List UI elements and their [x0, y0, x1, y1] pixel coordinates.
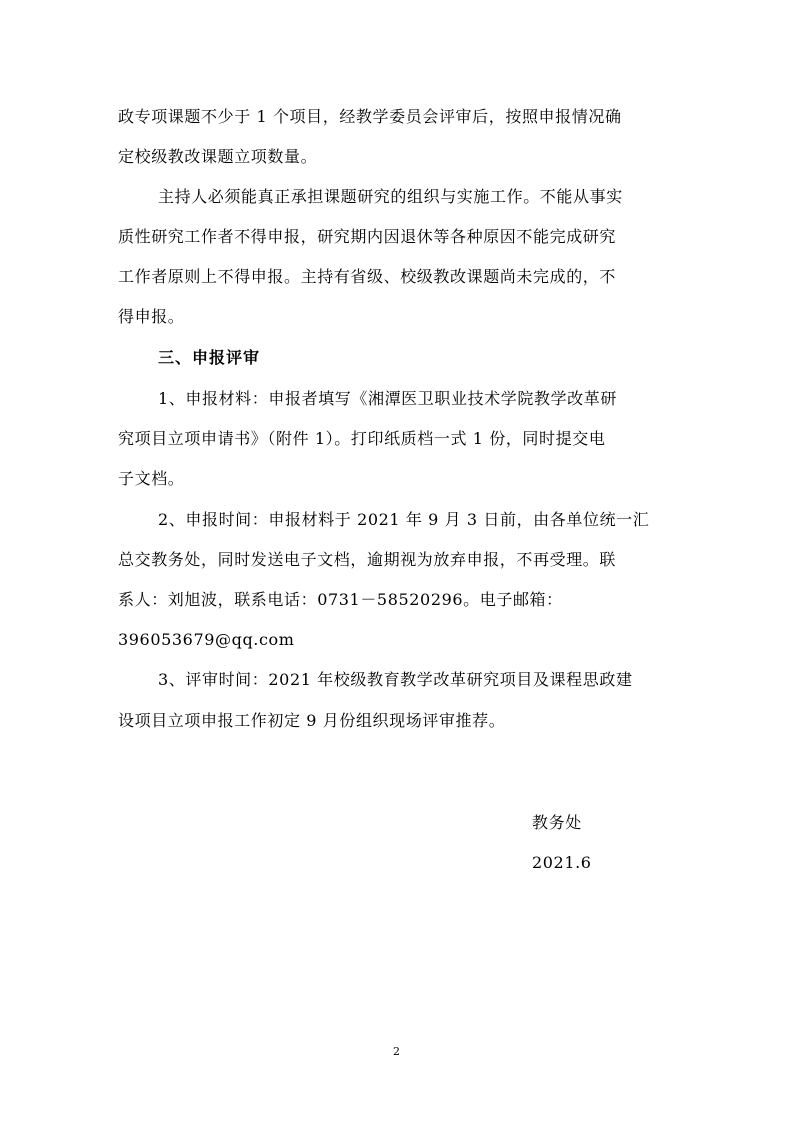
section-heading: 三、申报评审: [158, 348, 261, 367]
body-text-line: 得申报。: [118, 307, 185, 326]
page-number: 2: [393, 1045, 400, 1058]
body-text-line: 工作者原则上不得申报。主持有省级、校级教改课题尚未完成的，不: [118, 267, 617, 286]
body-text-line: 设项目立项申报工作初定 9 月份组织现场评审推荐。: [118, 711, 506, 730]
paragraph-first-line: 1、申报材料：申报者填写《湘潭医卫职业技术学院教学改革研: [158, 389, 617, 408]
body-text-line: 子文档。: [118, 469, 185, 488]
body-text-line: 质性研究工作者不得申报，研究期内因退休等各种原因不能完成研究: [118, 227, 617, 246]
signature-date: 2021.6: [532, 853, 592, 872]
paragraph-first-line: 3、评审时间：2021 年校级教育教学改革研究项目及课程思政建: [158, 670, 633, 689]
body-text-line: 究项目立项申请书》（附件 1）。打印纸质档一式 1 份，同时提交电: [118, 429, 606, 448]
signature-department: 教务处: [532, 813, 582, 832]
body-text-line: 总交教务处，同时发送电子文档，逾期视为放弃申报，不再受理。联: [118, 550, 617, 569]
body-text-line: 系人：刘旭波，联系电话：0731－58520296。电子邮箱：: [118, 590, 563, 609]
paragraph-first-line: 主持人必须能真正承担课题研究的组织与实施工作。不能从事实: [158, 187, 623, 206]
body-text-line: 政专项课题不少于 1 个项目，经教学委员会评审后，按照申报情况确: [118, 107, 622, 126]
paragraph-first-line: 2、申报时间：申报材料于 2021 年 9 月 3 日前，由各单位统一汇: [158, 510, 650, 529]
body-text-line: 定校级教改课题立项数量。: [118, 147, 318, 166]
email-address: 396053679@qq.com: [118, 630, 295, 649]
